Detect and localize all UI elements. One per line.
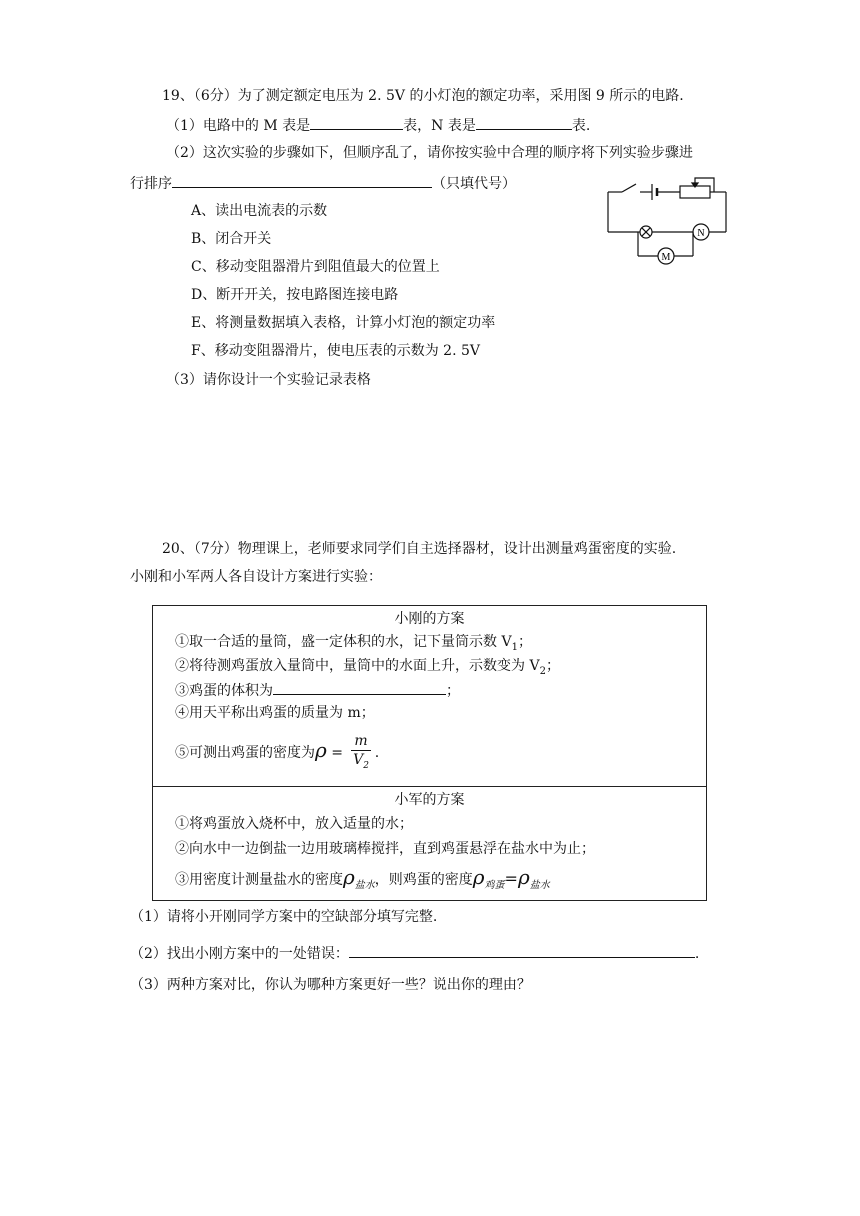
xiaogang-step1-text: ①取一合适的量筒，盛一定体积的水，记下量筒示数 V [175, 634, 512, 650]
denominator-v: V [353, 751, 364, 768]
n-meter-blank[interactable] [476, 114, 572, 130]
step-e: E、将测量数据填入表格，计算小灯泡的额定功率 [191, 315, 496, 331]
q20-part3: （3）两种方案对比，你认为哪种方案更好一些？说出你的理由？ [130, 977, 531, 993]
q20-part2 [130, 942, 699, 964]
xiaogang-step2-text: ②将待测鸡蛋放入量筒中，量筒中的水面上升，示数变为 V [175, 658, 540, 674]
v1-subscript: 1 [511, 641, 518, 653]
step-a: A、读出电流表的示数 [191, 203, 328, 219]
circuit-diagram [602, 176, 732, 266]
xiaojun-step3-text-b: ，则鸡蛋的密度 [374, 872, 473, 888]
xiaogang-plan-title: 小刚的方案 [394, 611, 465, 627]
q19-part1-text-a: （1）电路中的 M 表是 [166, 118, 311, 134]
v2-subscript: 2 [539, 665, 546, 677]
xiaojun-plan [153, 787, 706, 900]
n-meter-label: N [697, 228, 705, 239]
rho-salt-symbol: ρ [343, 865, 355, 889]
xiaogang-step2-end: ； [545, 658, 560, 674]
xiaojun-step3-text-a: ③用密度计测量盐水的密度 [175, 872, 343, 888]
xiaojun-plan-title: 小军的方案 [394, 792, 465, 808]
q20-part2-end: . [694, 946, 700, 962]
xiaojun-step3 [175, 867, 550, 896]
plans-table [152, 605, 707, 901]
q19-part2-text-b: （只填代号） [432, 176, 516, 192]
q19-part1-text-c: 表. [571, 118, 591, 134]
xiaogang-plan [153, 606, 706, 787]
switch-blade [622, 184, 636, 192]
xiaogang-step5-text: ⑤可测出鸡蛋的密度为 [175, 745, 315, 761]
error-answer-blank[interactable] [349, 942, 695, 958]
xiaogang-step3-text: ③鸡蛋的体积为 [175, 683, 273, 699]
rho-salt-symbol-2: ρ [517, 865, 530, 889]
q19-part2-line1: （2）这次实验的步骤如下，但顺序乱了，请你按实验中合理的顺序将下列实验步骤进 [166, 145, 693, 161]
egg-volume-blank[interactable] [273, 679, 446, 695]
density-fraction [351, 732, 370, 775]
m-meter-blank[interactable] [310, 114, 403, 130]
xiaogang-step3 [175, 679, 460, 701]
xiaogang-step5-end: . [374, 745, 380, 761]
m-meter-label: M [661, 252, 671, 263]
q20-header-line1: 20、（7分）物理课上，老师要求同学们自主选择器材，设计出测量鸡蛋密度的实验. [162, 541, 677, 557]
fraction-numerator: m [351, 732, 370, 751]
egg-subscript: 鸡蛋 [484, 880, 505, 891]
xiaogang-step1 [175, 632, 532, 658]
q19-part2-text-a: 行排序 [130, 176, 172, 192]
xiaojun-step1: ①将鸡蛋放入烧杯中，放入适量的水； [175, 816, 413, 832]
salt-water-subscript-2: 盐水 [529, 880, 550, 891]
step-order-blank[interactable] [172, 172, 432, 188]
xiaogang-step1-end: ； [517, 634, 532, 650]
q19-part1 [166, 114, 590, 136]
q19-part3: （3）请你设计一个实验记录表格 [166, 372, 371, 388]
equals-sign: = [326, 745, 348, 761]
q20-part2-text: （2）找出小刚方案中的一处错误： [130, 946, 349, 962]
step-b: B、闭合开关 [191, 231, 272, 247]
xiaogang-step4: ④用天平称出鸡蛋的质量为 m； [175, 705, 375, 721]
q19-part2-line2 [130, 172, 516, 194]
salt-water-subscript: 盐水 [354, 880, 375, 891]
q20-header-line2: 小刚和小军两人各自设计方案进行实验： [130, 569, 382, 585]
q19-part1-text-b: 表，N 表是 [403, 118, 476, 134]
rho-egg-symbol: ρ [472, 865, 485, 889]
q19-header: 19、（6分）为了测定额定电压为 2. 5V 的小灯泡的额定功率，采用图 9 所示的电路. [162, 88, 684, 104]
rho-symbol: ρ [315, 738, 327, 762]
step-f: F、移动变阻器滑片，使电压表的示数为 2. 5V [191, 343, 480, 359]
equals-sign-2: = [504, 869, 518, 888]
xiaogang-step5 [175, 730, 379, 774]
q20-part1: （1）请将小开刚同学方案中的空缺部分填写完整. [130, 909, 438, 925]
fraction-denominator [351, 751, 370, 775]
xiaogang-step3-end: ； [446, 683, 460, 699]
xiaogang-step2 [175, 656, 560, 682]
denominator-subscript: 2 [363, 760, 369, 771]
step-d: D、断开开关，按电路图连接电路 [191, 287, 399, 303]
step-c: C、移动变阻器滑片到阻值最大的位置上 [191, 259, 440, 275]
xiaojun-step2: ②向水中一边倒盐一边用玻璃棒搅拌，直到鸡蛋悬浮在盐水中为止； [175, 841, 595, 857]
